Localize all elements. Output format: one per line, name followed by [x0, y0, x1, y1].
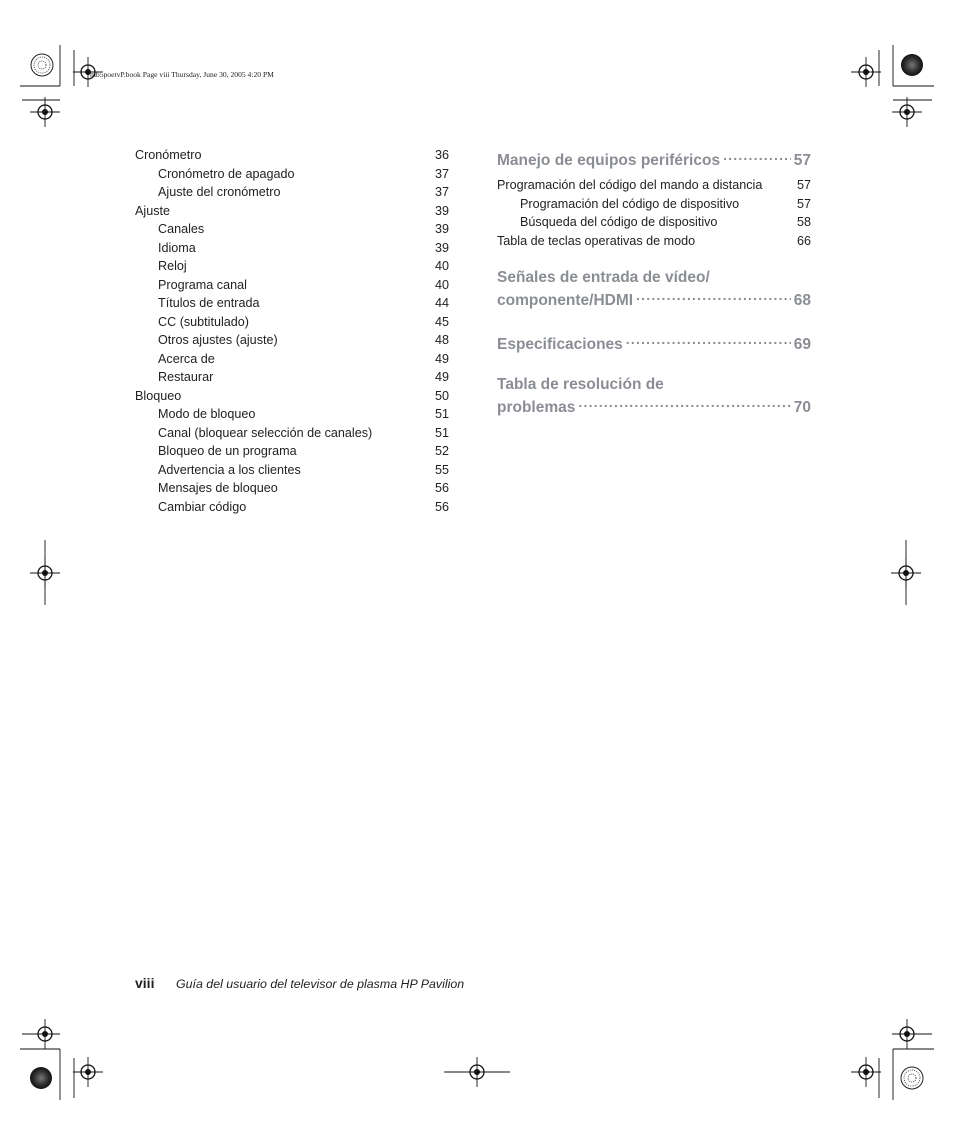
- toc-entry-page: 55: [434, 462, 449, 477]
- toc-entry-page: 51: [434, 407, 449, 421]
- toc-entry[interactable]: [135, 146, 449, 165]
- toc-entry-page: 51: [434, 425, 449, 440]
- toc-entry-title: Programación del código de dispositivo: [520, 196, 740, 211]
- toc-entry[interactable]: [135, 479, 449, 498]
- toc-entry[interactable]: [135, 313, 449, 332]
- toc-entry[interactable]: [135, 442, 449, 461]
- toc-entry-page: 39: [434, 222, 449, 236]
- toc-section-heading[interactable]: [497, 147, 811, 170]
- dot-leader: [626, 331, 791, 349]
- toc-entry[interactable]: [135, 405, 449, 424]
- star-target-bottom-right: [901, 1067, 923, 1089]
- toc-entry-title: Advertencia a los clientes: [158, 462, 301, 477]
- registration-mark-top-right: [851, 57, 881, 87]
- registration-mark-left-upper: [30, 97, 60, 127]
- section-page: 57: [793, 152, 811, 169]
- crop-mark-bottom-right: [879, 1034, 934, 1100]
- toc-entry-title: Restaurar: [158, 370, 214, 384]
- section-title: Especificaciones: [497, 336, 623, 353]
- star-target-top-left: [31, 54, 53, 76]
- toc-entry-title: Mensajes de bloqueo: [158, 481, 278, 495]
- toc-entry-page: 49: [434, 351, 449, 366]
- toc-entry-title: Bloqueo: [135, 388, 182, 403]
- toc-entry-title: Tabla de teclas operativas de modo: [497, 233, 696, 248]
- toc-entry-page: 58: [796, 215, 811, 229]
- section-title-line2: componente/HDMI: [497, 292, 634, 309]
- toc-entry[interactable]: [497, 232, 811, 251]
- toc-entry-page: 50: [434, 388, 449, 403]
- section-page: 68: [793, 292, 811, 309]
- registration-mark-bottom-left: [73, 1057, 103, 1087]
- section-title-line1: Tabla de resolución de: [497, 376, 664, 393]
- toc-left-column: [135, 146, 449, 516]
- toc-entry[interactable]: [497, 213, 811, 232]
- registration-mark-left-lower: [30, 1019, 60, 1049]
- toc-entry-page: 52: [434, 444, 449, 458]
- toc-entry[interactable]: [135, 294, 449, 313]
- toc-entry[interactable]: [135, 350, 449, 369]
- registration-mark-right-upper: [892, 97, 922, 127]
- page-folio: viii: [135, 975, 155, 991]
- print-header-note: mb5poetvP.book Page viii Thursday, June 30, 2005 4:20 PM: [90, 70, 274, 79]
- toc-entry-page: 49: [434, 370, 449, 384]
- toc-entry[interactable]: [135, 331, 449, 350]
- toc-entry[interactable]: [135, 498, 449, 517]
- toc-entry-title: Canal (bloquear selección de canales): [158, 425, 373, 440]
- toc-entry-page: 56: [434, 481, 449, 495]
- section-title-line1: Señales de entrada de vídeo/: [497, 269, 710, 286]
- toc-entry-page: 45: [434, 314, 449, 329]
- toc-entry[interactable]: [497, 195, 811, 214]
- dot-leader: [636, 287, 791, 305]
- toc-entry-page: 48: [434, 333, 449, 347]
- toc-entry[interactable]: [135, 165, 449, 184]
- dot-leader: [578, 394, 790, 412]
- toc-entry-page: 40: [434, 277, 449, 292]
- toc-entry[interactable]: [135, 424, 449, 443]
- toc-entry-title: Cronómetro: [135, 148, 202, 162]
- toc-entry[interactable]: [135, 257, 449, 276]
- toc-entry-title: CC (subtitulado): [158, 314, 249, 329]
- toc-entry[interactable]: [135, 276, 449, 295]
- section-page: 69: [793, 336, 811, 353]
- registration-mark-right-lower: [892, 1019, 922, 1049]
- toc-entry-title: Programación del código del mando a distancia: [497, 178, 763, 192]
- toc-entry-page: 66: [796, 233, 811, 248]
- toc-entry-title: Reloj: [158, 259, 187, 273]
- dot-leader: [723, 147, 791, 165]
- toc-entry[interactable]: [135, 387, 449, 406]
- toc-entry-title: Búsqueda del código de dispositivo: [520, 215, 718, 229]
- toc-entry-title: Cronómetro de apagado: [158, 166, 295, 181]
- toc-entry-page: 57: [796, 196, 811, 211]
- toc-entry-page: 37: [434, 185, 449, 199]
- toc-entry-page: 36: [434, 148, 449, 162]
- section-title-line2: problemas: [497, 399, 576, 416]
- toc-entry-page: 56: [434, 499, 449, 514]
- toc-entry-page: 40: [434, 259, 449, 273]
- toc-entry-title: Cambiar código: [158, 499, 247, 514]
- toc-entry-title: Ajuste del cronómetro: [158, 185, 281, 199]
- toc-entry[interactable]: [135, 220, 449, 239]
- density-dot-bottom-left: [30, 1067, 52, 1089]
- crop-mark-top-left: [20, 45, 74, 100]
- toc-entry[interactable]: [135, 239, 449, 258]
- toc-entry[interactable]: [135, 368, 449, 387]
- running-footer-title: Guía del usuario del televisor de plasma HP Pavilion: [176, 977, 465, 991]
- toc-entry[interactable]: [135, 202, 449, 221]
- toc-entry-title: Modo de bloqueo: [158, 407, 256, 421]
- toc-entry-title: Programa canal: [158, 277, 247, 292]
- toc-entry-page: 37: [434, 166, 449, 181]
- toc-section-heading[interactable]: [497, 331, 811, 354]
- toc-entry-title: Canales: [158, 222, 205, 236]
- toc-entry-title: Títulos de entrada: [158, 296, 260, 310]
- section-page: 70: [793, 399, 811, 416]
- toc-entry-page: 39: [434, 240, 449, 255]
- toc-right-column: [497, 146, 811, 417]
- registration-mark-bottom-right: [851, 1057, 881, 1087]
- toc-section-heading[interactable]: [497, 376, 811, 417]
- toc-entry-title: Acerca de: [158, 351, 215, 366]
- toc-entry-title: Idioma: [158, 240, 196, 255]
- toc-entry[interactable]: [135, 461, 449, 480]
- toc-entry-page: 44: [434, 296, 449, 310]
- crop-mark-bottom-left: [20, 1034, 74, 1100]
- toc-section-heading[interactable]: [497, 269, 811, 310]
- toc-entry-title: Ajuste: [135, 203, 171, 218]
- toc-entry-title: Bloqueo de un programa: [158, 444, 297, 458]
- toc-entry-title: Otros ajustes (ajuste): [158, 333, 278, 347]
- toc-entry-page: 57: [796, 178, 811, 192]
- density-dot-top-right: [901, 54, 923, 76]
- toc-entry[interactable]: [497, 176, 811, 195]
- section-title: Manejo de equipos periféricos: [497, 152, 721, 169]
- toc-entry[interactable]: [135, 183, 449, 202]
- toc-entry-page: 39: [434, 203, 449, 218]
